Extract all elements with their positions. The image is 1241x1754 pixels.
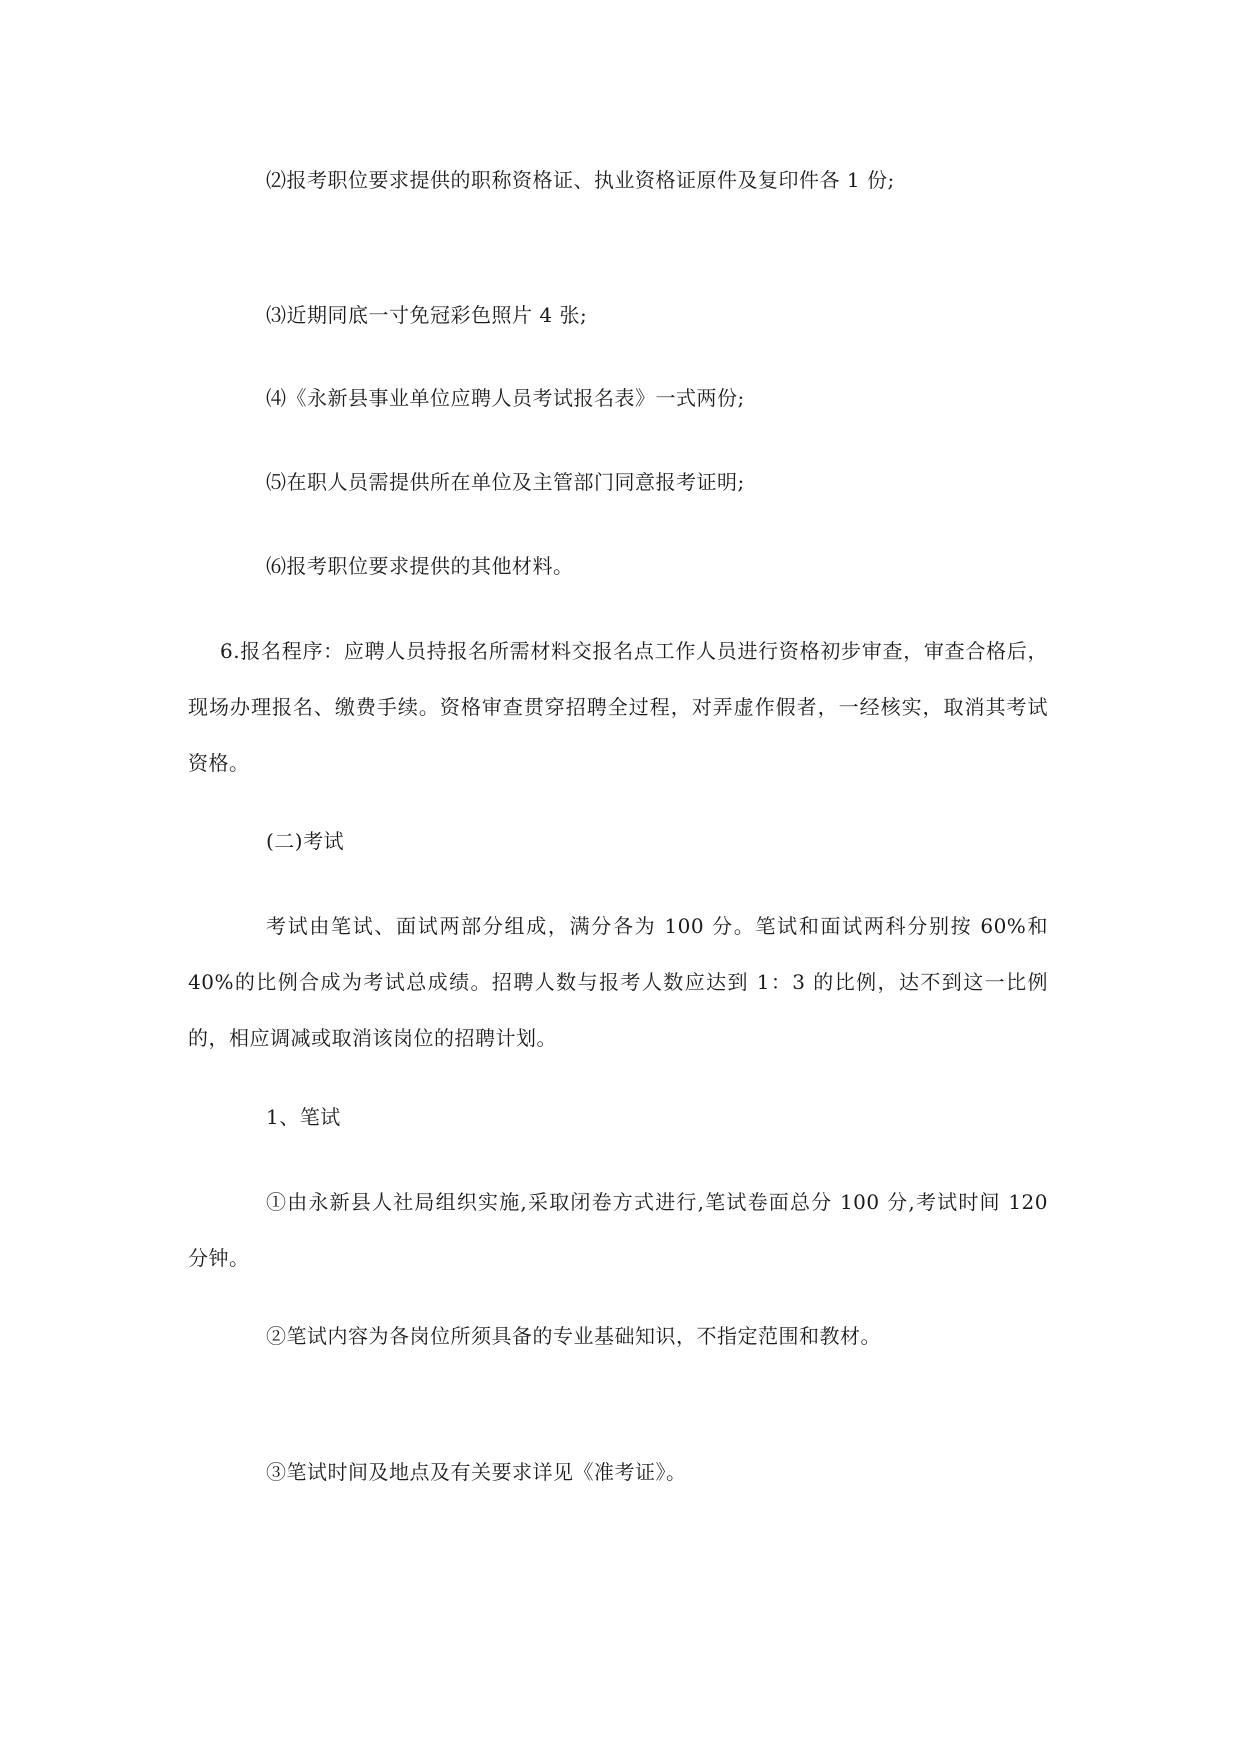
requirement-item-5: ⑸在职人员需提供所在单位及主管部门同意报考证明; xyxy=(266,470,745,494)
registration-procedure-paragraph: 6.报名程序：应聘人员持报名所需材料交报名点工作人员进行资格初步审查，审查合格后，现场办理报名、缴费手续。资格审查贯穿招聘全过程，对弄虚作假者，一经核实，取消其考试资格。 xyxy=(188,639,1048,775)
section-heading-exam: (二)考试 xyxy=(266,829,345,853)
requirement-item-6: ⑹报考职位要求提供的其他材料。 xyxy=(266,554,574,578)
exam-description-paragraph: 考试由笔试、面试两部分组成，满分各为 100 分。笔试和面试两科分别按 60%和 40%的比例合成为考试总成绩。招聘人数与报考人数应达到 1：3 的比例，达不到这一比例的，相应调减或取消该岗位的招聘计划。 xyxy=(188,914,1048,1050)
requirement-item-4: ⑷《永新县事业单位应聘人员考试报名表》一式两份; xyxy=(266,386,745,410)
subsection-heading-written-exam: 1、笔试 xyxy=(266,1105,341,1129)
written-exam-item-2: ②笔试内容为各岗位所须具备的专业基础知识，不指定范围和教材。 xyxy=(266,1324,881,1348)
written-exam-item-3: ③笔试时间及地点及有关要求详见《准考证》。 xyxy=(266,1460,687,1484)
written-exam-item-1: ①由永新县人社局组织实施,采取闭卷方式进行,笔试卷面总分 100 分,考试时间 120 分钟。 xyxy=(188,1190,1048,1270)
requirement-item-3: ⑶近期同底一寸免冠彩色照片 4 张; xyxy=(266,303,588,327)
requirement-item-2: ⑵报考职位要求提供的职称资格证、执业资格证原件及复印件各 1 份; xyxy=(266,168,895,192)
